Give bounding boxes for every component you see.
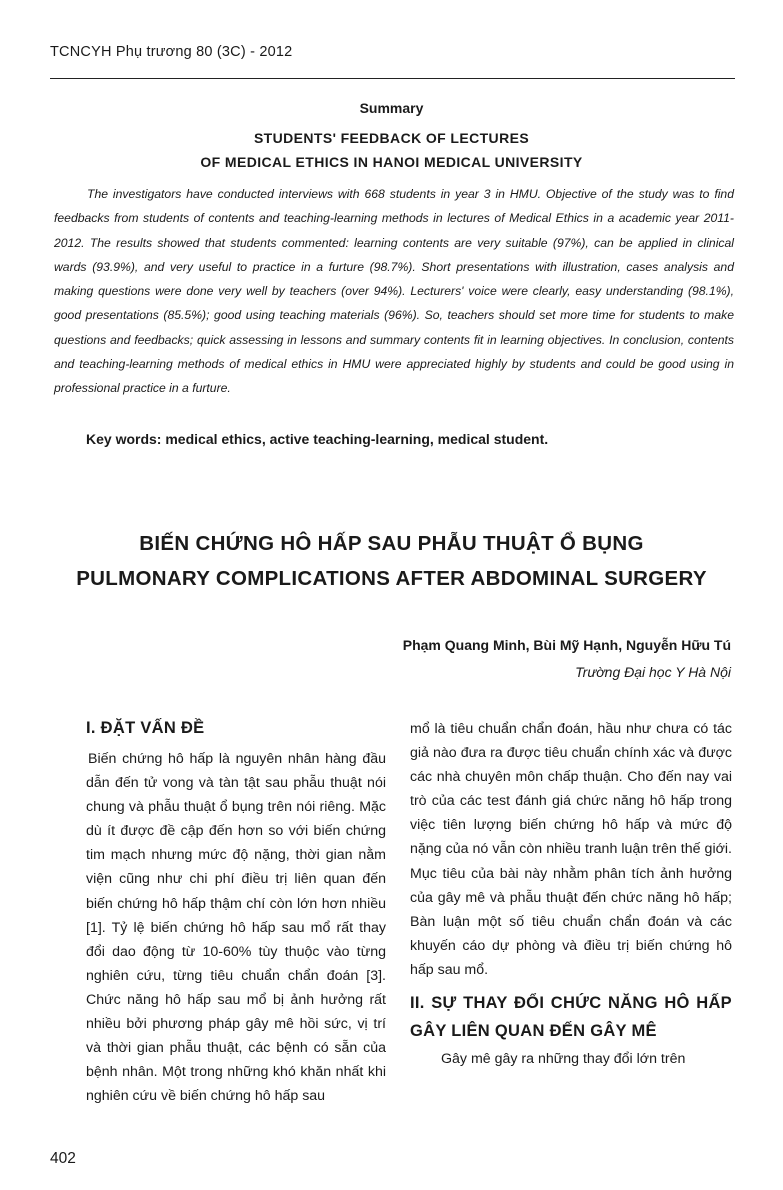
section-heading-anesthesia: II. SỰ THAY ĐỔI CHỨC NĂNG HÔ HẤP GÂY LIÊN QUAN ĐẾN GÂY MÊ (410, 994, 732, 1041)
introduction-paragraph: Biến chứng hô hấp là nguyên nhân hàng đầu dẫn đến tử vong và tàn tật sau phẫu thuật nói chung và phẫu thuật ổ bụng trên nói riêng. Mặc dù ít được đề cập đến hơn so với biến chứng tim mạch nhưng mức độ nặng, thời gian nằm viện cũng như chi phí điều trị liên quan đến biến chứng hô hấp thậm chí còn lớn hơn nhiều [1]. Tỷ lệ biến chứng hô hấp sau mổ rất thay đổi dao động từ 10-60% tùy thuộc vào từng nghiên cứu, từng tiêu chuẩn chẩn đoán [3]. Chức năng hô hấp sau mổ bị ảnh hưởng rất nhiều bởi phương pháp gây mê hồi sức, vị trí và thời gian phẫu thuật, các bệnh có sẵn của bệnh nhân. Một trong những khó khăn nhất khi nghiên cứu về biến chứng hô hấp sau (86, 751, 386, 1105)
summary-abstract: The investigators have conducted interviews with 668 students in year 3 in HMU. Objective of the study was to find feedbacks from students of contents and teaching-learning methods in lectures of Medical Ethics in a academic year 2011-2012. The results showed that students commented: learning contents are very suitable (97%), can be applied in clinical wards (93.9%), and very useful to practice in a furture (98.7%). Short presentations with illustration, cases analysis and making questions were done very well by teachers (over 94%). Lecturers' voice were clearly, easy understanding (98.1%), good presentations (85.5%); good using teaching materials (96%). So, teachers should set more time for students to make questions and feedbacks; quick assessing in lessons and summary contents fit in learning objectives. In conclusion, contents and teaching-learning methods of medical ethics in HMU were appreciated highly by students and could be good using in professional practice in a furture. (54, 187, 734, 396)
section-heading-introduction: I. ĐẶT VẤN ĐỀ (86, 719, 205, 737)
running-header: TCNCYH Phụ trương 80 (3C) - 2012 (50, 44, 293, 60)
keywords: Key words: medical ethics, active teaching-learning, medical student. (86, 431, 549, 447)
body-column-left (86, 714, 386, 1108)
summary-title-line-2: OF MEDICAL ETHICS IN HANOI MEDICAL UNIVERSITY (200, 154, 583, 170)
page-number: 402 (50, 1150, 76, 1167)
introduction-paragraph-continued: mổ là tiêu chuẩn chẩn đoán, hầu như chưa có tác giả nào đưa ra được tiêu chuẩn chính xác và được các nhà chuyên môn chấp thuận. Cho đến nay vai trò của các test đánh giá chức năng hô hấp trong việc tiên lượng biến chứng hô hấp và mức độ nặng của nó vẫn còn nhiều tranh luận trên thế giới. Mục tiêu của bài này nhằm phân tích ảnh hưởng của gây mê và phẫu thuật đến chức năng hô hấp; Bàn luận một số tiêu chuẩn chẩn đoán và các khuyến cáo dự phòng và điều trị biến chứng hô hấp sau mổ. (410, 721, 732, 978)
summary-title-line-1: STUDENTS' FEEDBACK OF LECTURES (253, 130, 530, 146)
article-affiliation: Trường Đại học Y Hà Nội (575, 664, 731, 680)
article-title-vietnamese: BIẾN CHỨNG HÔ HẤP SAU PHẪU THUẬT Ổ BỤNG (139, 532, 644, 555)
article-title-english: PULMONARY COMPLICATIONS AFTER ABDOMINAL SURGERY (76, 567, 707, 590)
anesthesia-paragraph: Gây mê gây ra những thay đổi lớn trên (441, 1051, 686, 1068)
summary-label: Summary (359, 100, 424, 116)
article-authors: Phạm Quang Minh, Bùi Mỹ Hạnh, Nguyễn Hữu Tú (402, 637, 731, 653)
header-divider (50, 78, 735, 79)
body-column-right (410, 717, 732, 1071)
